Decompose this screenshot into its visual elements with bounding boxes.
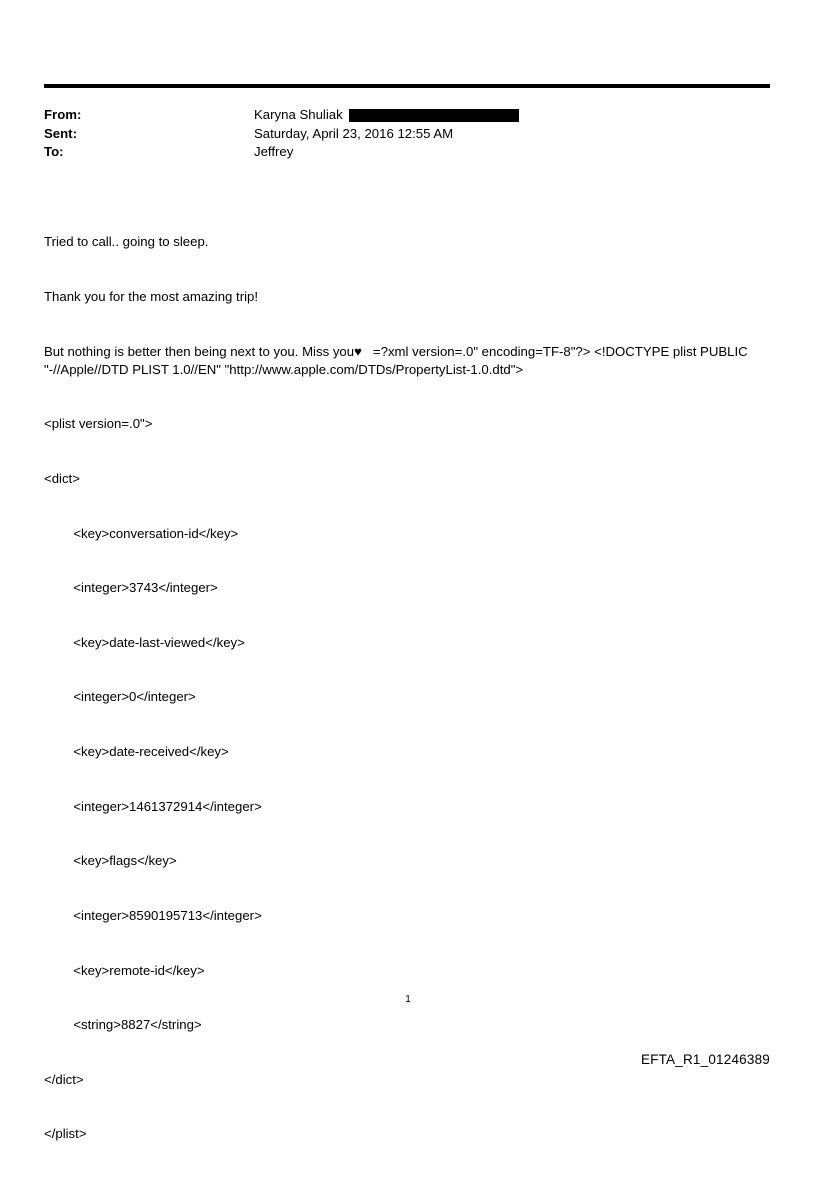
body-line: </dict> bbox=[44, 1071, 84, 1087]
body-line: <key>date-received</key> bbox=[44, 744, 229, 760]
body-line: Tried to call.. going to sleep. bbox=[44, 234, 209, 250]
body-line: <string>8827</string> bbox=[44, 1017, 202, 1033]
header-label-sent: Sent: bbox=[44, 125, 77, 141]
body-line: <plist version=.0"> bbox=[44, 416, 153, 432]
email-header-block bbox=[44, 106, 770, 162]
header-rule bbox=[44, 84, 770, 88]
page-number: 1 bbox=[405, 994, 411, 1005]
body-line: <integer>1461372914</integer> bbox=[44, 798, 262, 814]
body-line: <integer>8590195713</integer> bbox=[44, 907, 262, 923]
body-line: Thank you for the most amazing trip! bbox=[44, 289, 259, 305]
header-row-from bbox=[44, 106, 770, 125]
body-line: <integer>3743</integer> bbox=[44, 580, 218, 596]
body-line: </plist> bbox=[44, 1126, 87, 1142]
body-line: <dict> bbox=[44, 471, 80, 487]
body-line: <key>date-last-viewed</key> bbox=[44, 634, 245, 650]
header-row-to bbox=[44, 143, 770, 162]
header-value-to: Jeffrey bbox=[254, 144, 294, 159]
sender-name: Karyna Shuliak bbox=[254, 107, 343, 122]
header-row-sent bbox=[44, 125, 770, 144]
bates-number: EFTA_R1_01246389 bbox=[640, 1052, 770, 1067]
header-value-sent: Saturday, April 23, 2016 12:55 AM bbox=[254, 125, 454, 141]
redaction-bar bbox=[349, 109, 519, 122]
header-label-from: From: bbox=[44, 107, 82, 122]
body-line: <key>flags</key> bbox=[44, 853, 177, 869]
body-line: <key>remote-id</key> bbox=[44, 962, 205, 978]
body-line: <integer>0</integer> bbox=[44, 689, 196, 705]
header-label-to: To: bbox=[44, 144, 64, 159]
email-body bbox=[44, 197, 770, 1180]
body-line: <key>conversation-id</key> bbox=[44, 525, 239, 541]
header-value-from bbox=[254, 106, 770, 125]
body-line: But nothing is better then being next to you. Miss you♥ =?xml version=.0" encoding=TF-8"?> <!DOCTYPE plist PUBLIC "-//Apple//DTD PLIST 1.0//EN" "http://www.apple.com/DTDs/PropertyList-1.0.dtd"> bbox=[44, 343, 752, 377]
